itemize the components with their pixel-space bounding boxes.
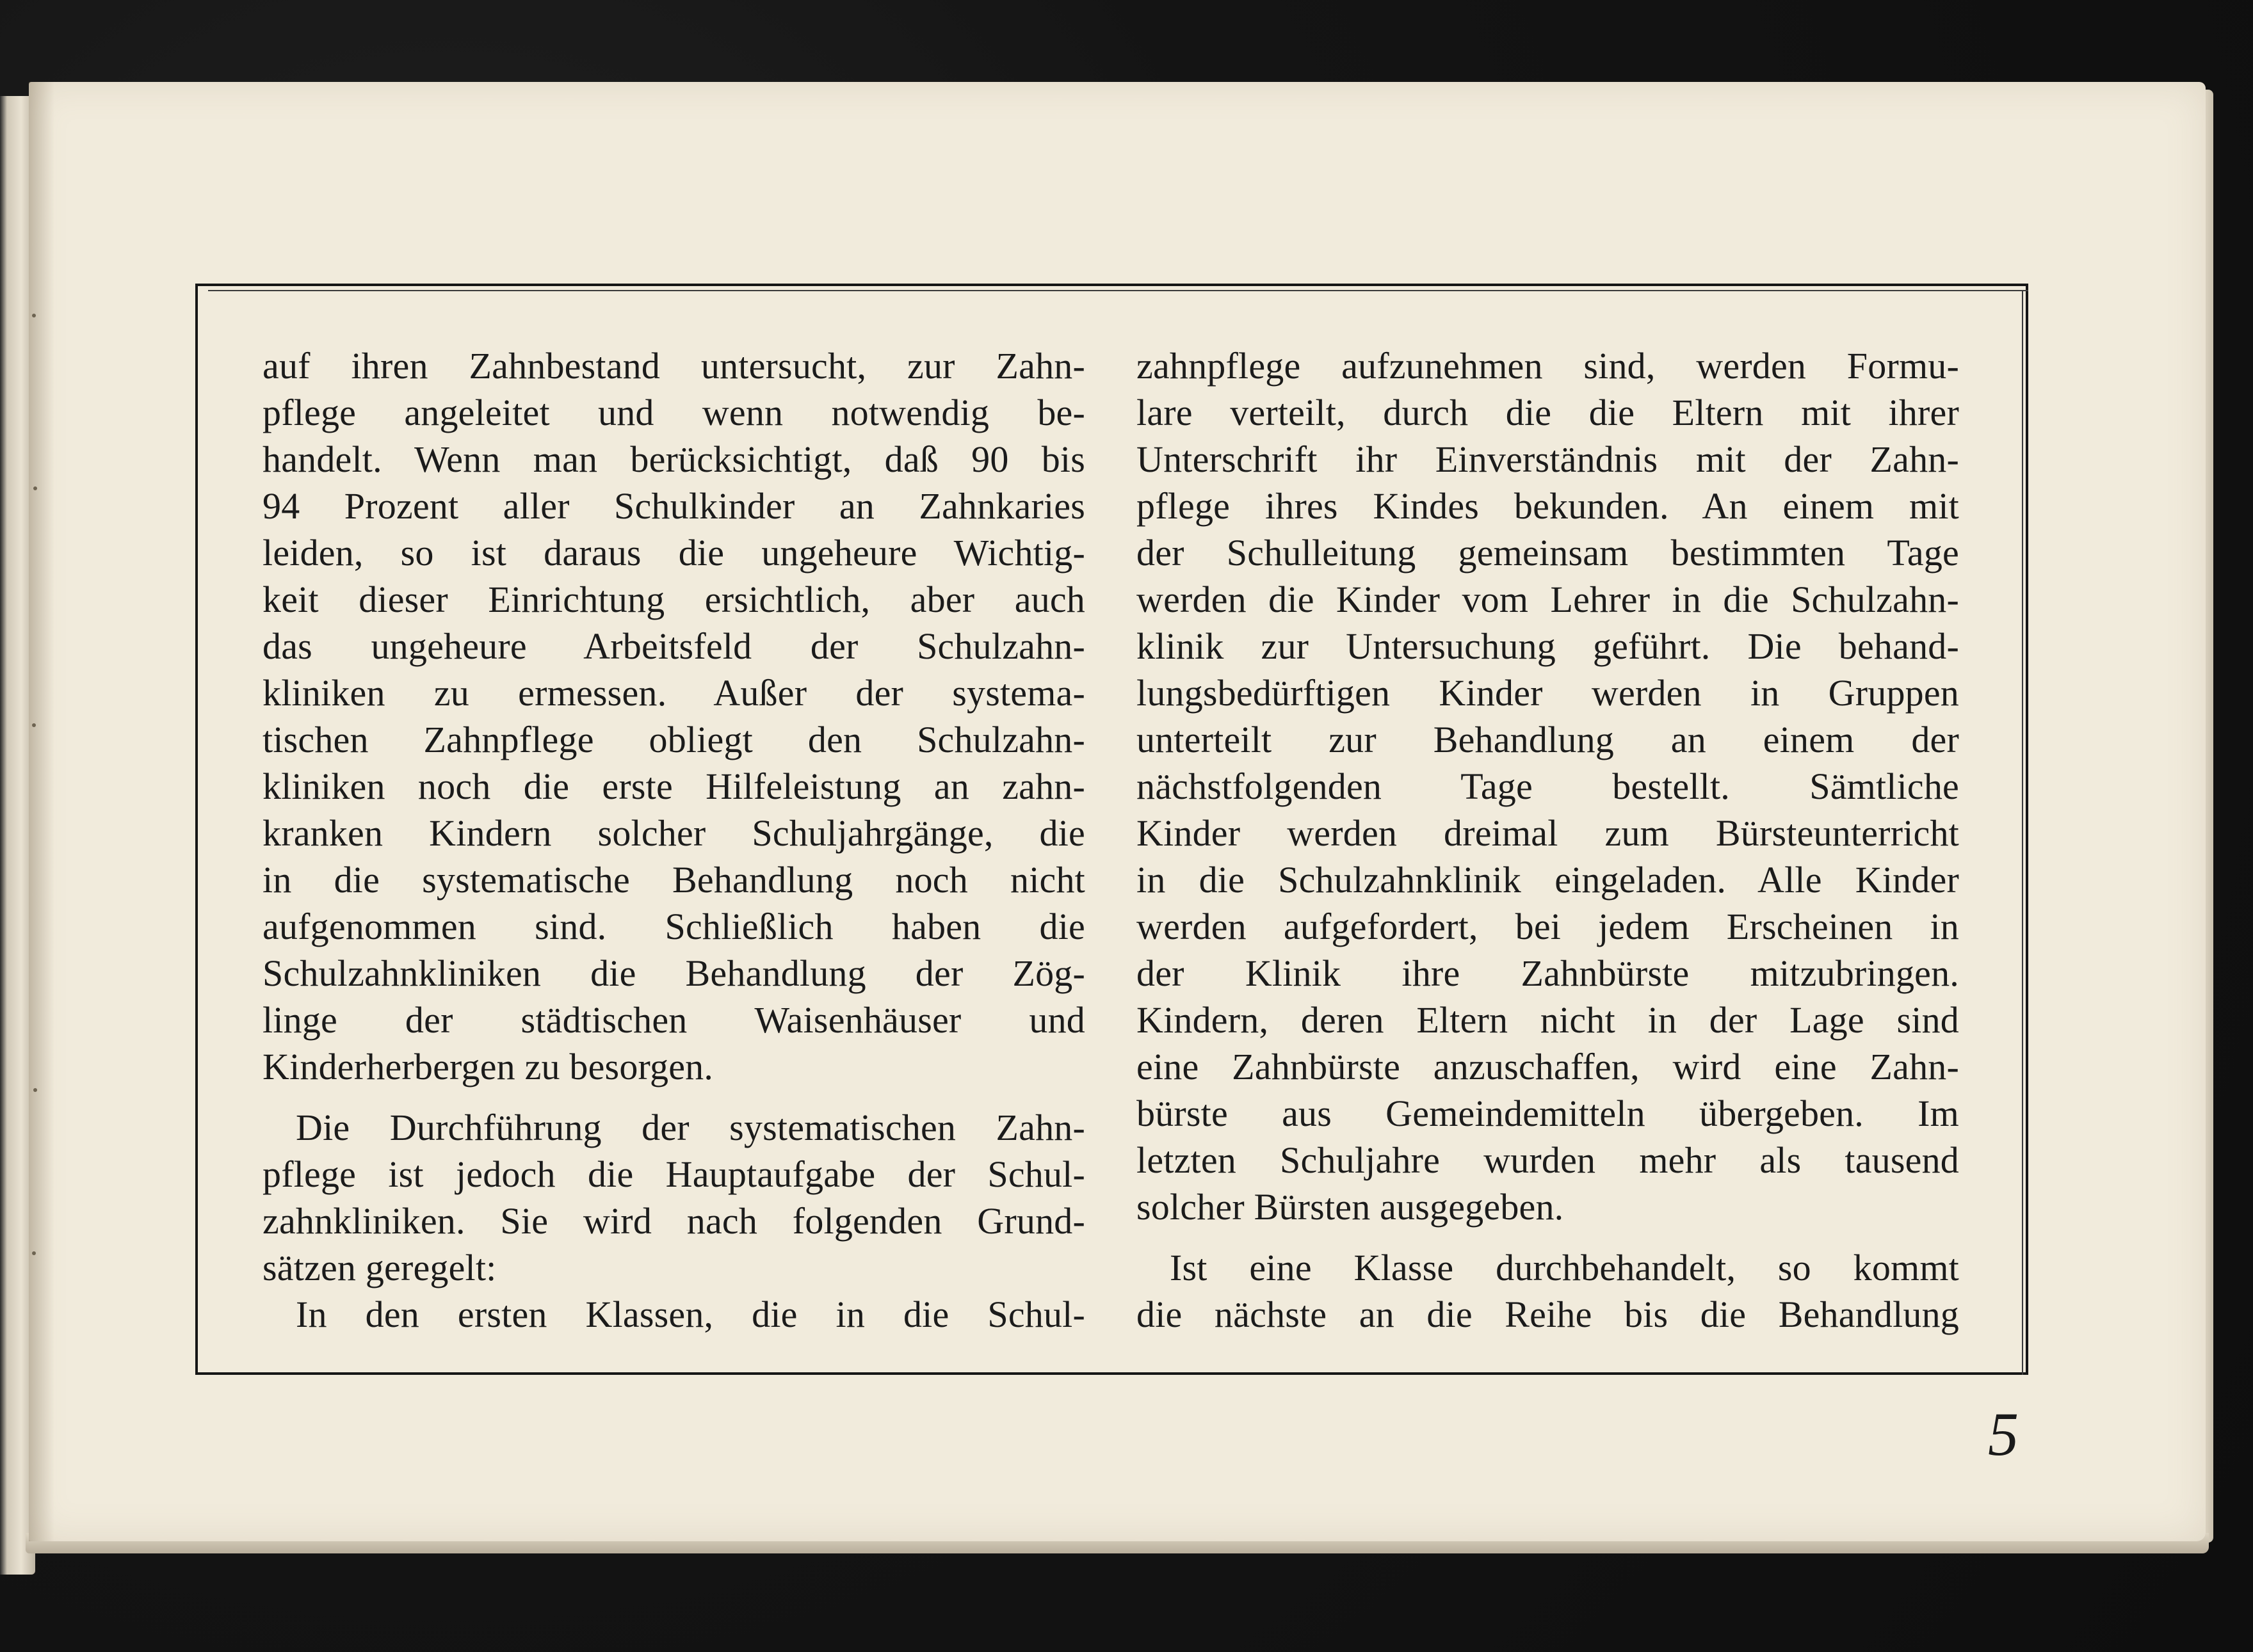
text-line: pflege angeleitet und wenn notwendig be- [262, 392, 1085, 433]
text-line: sätzen geregelt: [262, 1247, 497, 1288]
text-line: unterteilt zur Behandlung an einem der [1136, 719, 1959, 760]
text-line: Die Durchführung der systematischen Zahn- [296, 1107, 1085, 1148]
text-line: Kindern, deren Eltern nicht in der Lage sind [1136, 999, 1959, 1041]
text-line: kranken Kindern solcher Schuljahrgänge, die [262, 812, 1085, 854]
right-text-column [1136, 342, 1959, 1338]
text-line: Schulzahnkliniken die Behandlung der Zög- [262, 952, 1085, 994]
text-line: zahnpflege aufzunehmen sind, werden Formu- [1136, 345, 1959, 387]
text-line: in die Schulzahnklinik eingeladen. Alle Kinder [1136, 859, 1959, 901]
text-line: der Klinik ihre Zahnbürste mitzubringen. [1136, 952, 1959, 994]
text-line: keit dieser Einrichtung ersichtlich, aber auch [262, 579, 1085, 620]
left-text-column [262, 342, 1085, 1338]
text-line: aufgenommen sind. Schließlich haben die [262, 906, 1085, 947]
binding-stitch [33, 486, 37, 490]
text-line: die nächste an die Reihe bis die Behandlung [1136, 1294, 1959, 1335]
text-line: klinik zur Untersuchung geführt. Die behand- [1136, 625, 1959, 667]
text-line: nächstfolgenden Tage bestellt. Sämtliche [1136, 766, 1959, 807]
text-line: pflege ihres Kindes bekunden. An einem mit [1136, 485, 1959, 527]
text-line: lungsbedürftigen Kinder werden in Gruppen [1136, 672, 1959, 714]
text-frame-inner-top-rule [208, 290, 2028, 291]
text-line: pflege ist jedoch die Hauptaufgabe der Schul- [262, 1153, 1085, 1195]
text-line: solcher Bürsten ausgegeben. [1136, 1186, 1564, 1228]
text-line: auf ihren Zahnbestand untersucht, zur Zahn- [262, 345, 1085, 387]
text-line: Ist eine Klasse durchbehandelt, so kommt [1170, 1247, 1959, 1288]
text-line: letzten Schuljahre wurden mehr als tausend [1136, 1139, 1959, 1181]
text-line: kliniken noch die erste Hilfeleistung an zahn- [262, 766, 1085, 807]
text-line: Kinderherbergen zu besorgen. [262, 1046, 714, 1087]
text-line: Unterschrift ihr Einverständnis mit der Zahn- [1136, 438, 1959, 480]
text-line: bürste aus Gemeindemitteln übergeben. Im [1136, 1093, 1959, 1134]
paragraph [262, 1104, 1085, 1291]
text-line: zahnkliniken. Sie wird nach folgenden Grund- [262, 1200, 1085, 1242]
binding-stitch [32, 723, 36, 727]
text-frame-inner-right-rule [2022, 290, 2023, 1375]
binding-shadow [29, 82, 54, 1541]
text-line: lare verteilt, durch die die Eltern mit ihrer [1136, 392, 1959, 433]
paragraph [262, 1291, 1085, 1338]
text-line: tischen Zahnpflege obliegt den Schulzahn- [262, 719, 1085, 760]
text-line: in die systematische Behandlung noch nicht [262, 859, 1085, 901]
binding-stitch [32, 1251, 36, 1255]
text-line: werden aufgefordert, bei jedem Erscheinen in [1136, 906, 1959, 947]
text-line: eine Zahnbürste anzuschaffen, wird eine Zahn- [1136, 1046, 1959, 1087]
text-line: handelt. Wenn man berücksichtigt, daß 90 bis [262, 438, 1085, 480]
paragraph [1136, 342, 1959, 1230]
page-number: 5 [1988, 1400, 2019, 1468]
text-line: Kinder werden dreimal zum Bürsteunterricht [1136, 812, 1959, 854]
binding-stitch [32, 314, 36, 317]
text-line: linge der städtischen Waisenhäuser und [262, 999, 1085, 1041]
text-line: kliniken zu ermessen. Außer der systema- [262, 672, 1085, 714]
text-line: der Schulleitung gemeinsam bestimmten Tage [1136, 532, 1959, 573]
binding-stitch [33, 1088, 37, 1092]
paragraph [1136, 1244, 1959, 1338]
text-line: 94 Prozent aller Schulkinder an Zahnkaries [262, 485, 1085, 527]
paragraph [262, 342, 1085, 1090]
text-line: werden die Kinder vom Lehrer in die Schulzahn- [1136, 579, 1959, 620]
text-line: leiden, so ist daraus die ungeheure Wichtig- [262, 532, 1085, 573]
text-line: In den ersten Klassen, die in die Schul- [296, 1294, 1085, 1335]
text-line: das ungeheure Arbeitsfeld der Schulzahn- [262, 625, 1085, 667]
